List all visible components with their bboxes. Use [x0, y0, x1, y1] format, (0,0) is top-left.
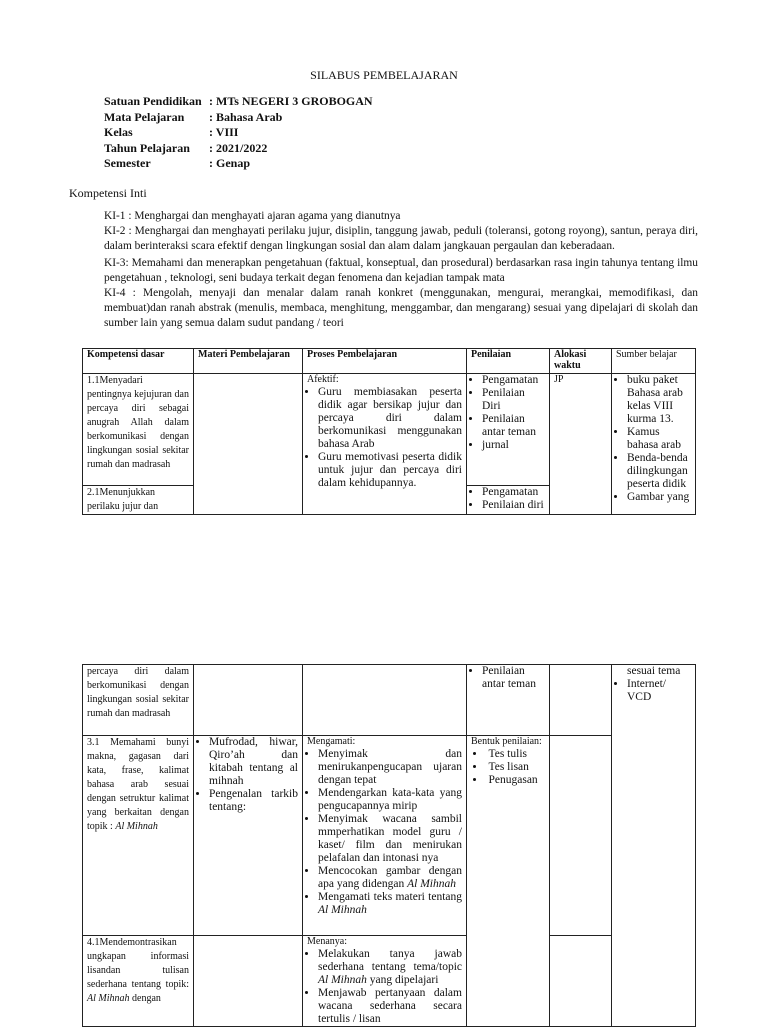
header-proses: Proses Pembelajaran [303, 349, 467, 374]
info-row [104, 125, 373, 141]
list-item [318, 787, 462, 813]
list-item: • Tes lisan [473, 761, 545, 774]
kd-topic: Al Mihnah [87, 993, 130, 1004]
syllabus-table-page-2 [82, 664, 696, 1027]
proses-cell [303, 665, 467, 736]
list-item: • Internet/ VCD [627, 678, 691, 704]
header-materi: Materi Pembelajaran [194, 349, 303, 374]
list-item [318, 891, 462, 917]
list-item [318, 987, 462, 1026]
info-label: Tahun Pelajaran [104, 140, 190, 155]
list-item: • Gambar yang [627, 491, 691, 504]
kd-4-1 [83, 936, 194, 1027]
list-item: • Mufrodad, hiwar, Qiro’ah dan kitabah tentang al mihnah [209, 736, 298, 788]
list-item: • buku paket Bahasa arab kelas VIII kurma 13. [627, 374, 691, 426]
kd-2-1: 2.1Menunjukkan perilaku jujur dan [83, 486, 194, 515]
info-value: : 2021/2022 [209, 140, 268, 155]
materi-cell [194, 736, 303, 936]
proses-cell [303, 936, 467, 1027]
list-item: • Tes tulis [473, 748, 545, 761]
ki-3: KI-3: Memahami dan menerapkan pengetahuan (faktual, konseptual, dan prosedural) berdasarkan rasa ingin tahunya tentang ilmu pengetahuan , teknologi, seni budaya terkait degan fenomena dan kejadian tampak mata [104, 257, 698, 285]
topic-emphasis: Al Mihnah [318, 974, 367, 986]
info-row [104, 94, 373, 110]
identity-info [104, 94, 373, 172]
list-item-text: Menjawab pertanyaan dalam wacana sederhana secara tertulis / lisan [318, 987, 462, 1025]
alokasi-cell [550, 936, 612, 1027]
proses-label: Afektif: [307, 374, 339, 385]
header-kompetensi-dasar: Kompetensi dasar [83, 349, 194, 374]
kompetensi-inti-heading: Kompetensi Inti [69, 186, 147, 200]
penilaian-cell [467, 486, 550, 515]
alokasi-cell [550, 665, 612, 736]
mengamati-label: Mengamati: [307, 736, 356, 747]
bentuk-label: Bentuk penilaian: [471, 736, 542, 747]
list-item-text: Mendengarkan kata-kata yang pengucapannya mirip [318, 787, 462, 812]
syllabus-table-page-1 [82, 348, 696, 515]
kd-2-1-continued: percaya diri dalam berkomunikasi dengan lingkungan sosial sekitar rumah dan madrasah [83, 665, 194, 736]
proses-cell [303, 374, 467, 515]
menanya-label: Menanya: [307, 936, 347, 947]
info-value: : Genap [209, 156, 251, 170]
list-item: • Penilaian Diri [482, 387, 545, 413]
penilaian-cell [467, 374, 550, 486]
list-item-text: Mencocokan gambar dengan apa yang didengan [318, 865, 462, 890]
header-alokasi: Alokasi waktu [550, 349, 612, 374]
list-item: • Guru memotivasi peserta didik untuk jujur dan percaya diri dalam kehidupannya. [318, 451, 462, 490]
sumber-cell [612, 665, 696, 1027]
list-item-text: yang dipelajari [369, 974, 439, 986]
materi-cell [194, 374, 303, 515]
list-item-text: Menyimak dan menirukanpengucapan ujaran dengan tepat [318, 748, 462, 786]
table-row [83, 736, 696, 936]
info-label: Semester [104, 156, 151, 170]
list-item: • jurnal [482, 439, 545, 452]
info-label: Mata Pelajaran [104, 109, 185, 124]
ki-2: KI-2 : Menghargai dan menghayati perilaku jujur, disiplin, tanggung jawab, peduli (toleransi, gotong royong), santun, peraya diri, dalam berinteraksi scara efektif dengan lingkungan sosial dan alam dalam jangkauan pergaulan dan keberadaan. [104, 225, 698, 253]
info-value: : MTs NEGERI 3 GROBOGAN [209, 94, 373, 108]
proses-cell [303, 736, 467, 936]
list-item [318, 813, 462, 865]
info-row [104, 110, 373, 126]
info-row [104, 141, 373, 157]
document-title: SILABUS PEMBELAJARAN [310, 68, 458, 82]
table-row [83, 936, 696, 1027]
penilaian-cell [467, 736, 550, 1027]
ki-1: KI-1 : Menghargai dan menghayati ajaran agama yang dianutnya [104, 210, 401, 222]
sumber-cell [612, 374, 696, 515]
info-label: Kelas [104, 125, 133, 139]
list-item: • Guru membiasakan peserta didik agar bersikap jujur dan percaya diri dalam berkomunikasi menggunakan bahasa Arab [318, 386, 462, 451]
info-row [104, 156, 373, 172]
list-item: sesuai tema [627, 665, 681, 677]
topic-emphasis: Al Mihnah [318, 904, 367, 916]
kd-text: 4.1Mendemontrasikan ungkapan informasi lisandan tulisan sederhana tentang topik: [87, 937, 189, 990]
kd-text: 3.1 Memahami bunyi makna, gagasan dari kata, frase, kalimat bahasa arab sesuai dengan setruktur kalimat yang berkaitan dengan topik : [87, 737, 189, 832]
header-sumber: Sumber belajar [612, 349, 696, 374]
materi-cell [194, 665, 303, 736]
list-item [318, 865, 462, 891]
list-item: • Penilaian diri [482, 499, 545, 512]
topic-emphasis: Al Mihnah [407, 878, 456, 890]
info-value: : Bahasa Arab [209, 109, 283, 124]
table-header-row [83, 349, 696, 374]
list-item: • Benda-benda dilingkungan peserta didik [627, 452, 691, 491]
materi-cell [194, 936, 303, 1027]
info-label: Satuan Pendidikan [104, 94, 202, 108]
list-item: • Pengamatan [482, 486, 545, 499]
list-item-text: Melakukan tanya jawab sederhana tentang tema/topic [318, 948, 462, 973]
penilaian-cell [467, 665, 550, 736]
list-item: • Kamus bahasa arab [627, 426, 691, 452]
list-item [318, 948, 462, 987]
kd-text: dengan [132, 993, 161, 1004]
alokasi-cell: JP [550, 374, 612, 515]
list-item: • Penilaian antar teman [482, 665, 545, 691]
kd-3-1 [83, 736, 194, 936]
list-item: • Pengenalan tarkib tentang: [209, 788, 298, 814]
kd-1-1: 1.1Menyadari pentingnya kejujuran dan percaya diri sebagai anugrah Allah dalam berkomunikasi dengan lingkungan sosial sekitar rumah dan madrasah [83, 374, 194, 486]
list-item: • Penugasan [473, 774, 545, 787]
list-item: • Penilaian antar teman [482, 413, 545, 439]
table-row [83, 374, 696, 486]
alokasi-cell [550, 736, 612, 936]
ki-4: KI-4 : Mengolah, menyaji dan menalar dalam ranah konkret (menggunakan, mengurai, merangkai, memodifikasi, dan membuat)dan ranah abstrak (menulis, membaca, menghitung, menggambar, dan mengarang) sesuai yang dipelajari di skolah dan sumber lain yang semua dalam sudut pandang / teori [104, 287, 698, 330]
header-penilaian: Penilaian [467, 349, 550, 374]
kd-topic: Al Mihnah [115, 821, 158, 832]
table-row [83, 665, 696, 736]
list-item: • Pengamatan [482, 374, 545, 387]
list-item [318, 748, 462, 787]
info-value: : VIII [209, 125, 239, 139]
list-item-text: Mengamati teks materi tentang [318, 891, 462, 903]
list-item-text: Menyimak wacana sambil mmperhatikan model guru / kaset/ film dan menirukan pelafalan dan intonasi nya [318, 813, 462, 864]
